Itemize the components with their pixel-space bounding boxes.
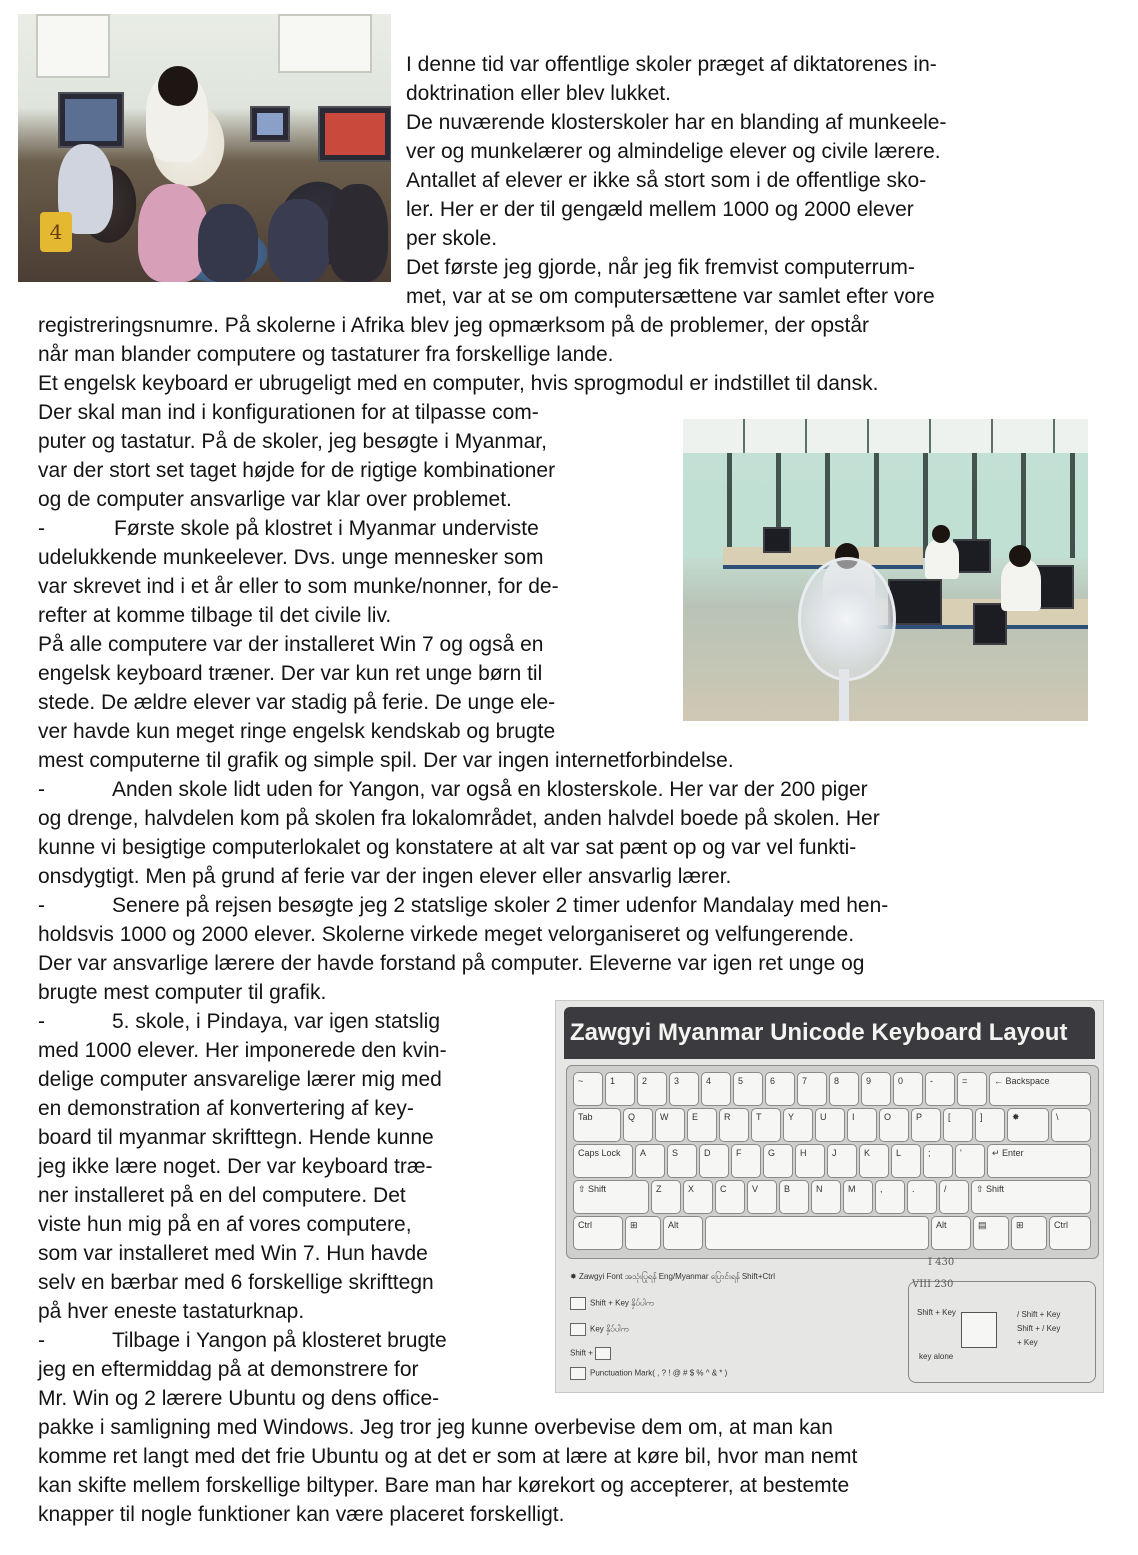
key-label: Alt [668,1220,679,1230]
monitor [888,579,942,625]
key: E [687,1108,717,1142]
text-line: De nuværende klosterskoler har en blanding af munkeele- [406,111,947,134]
key: S [667,1144,697,1178]
text-line: ler. Her er der til gengæld mellem 1000 og 2000 elever [406,198,914,221]
key-icon [595,1347,611,1360]
key: H [795,1144,825,1178]
legend-text: + Key [1017,1338,1038,1347]
key: L [891,1144,921,1178]
keyboard-layout-title: Zawgyi Myanmar Unicode Keyboard Layout [564,1007,1095,1059]
text-line: Mr. Win og 2 lærere Ubuntu og dens office- [38,1387,440,1410]
text-line: som var installeret med Win 7. Hun havde [38,1242,428,1265]
text-line: pakke i samligning med Windows. Jeg tror jeg kunne overbevise dem om, at man kan [38,1416,833,1439]
legend-key-alone: key alone [919,1352,954,1361]
text-line: når man blander computere og tastaturer fra forskellige lande. [38,343,614,366]
key-legend-box [908,1281,1096,1383]
key: [ [943,1108,973,1142]
text-line: ner installeret på en del computere. Det [38,1184,406,1207]
text-line: mest computerne til grafik og simple spil. Der var ingen internetforbindelse. [38,749,734,772]
monitor [58,92,124,148]
key: 7 [797,1072,827,1106]
key-icon [570,1323,586,1336]
key-label: Alt [936,1220,947,1230]
text-line: stede. De ældre elever var stadig på ferie. De unge ele- [38,691,556,714]
key: 4 [701,1072,731,1106]
text-line: kan skifte mellem forskellige biltyper. Bare man har kørekort og accepterer, at bestemte [38,1474,850,1497]
legend-line [570,1323,628,1336]
text-line: 5. skole, i Pindaya, var igen statslig [112,1010,441,1033]
text-line: Anden skole lidt uden for Yangon, var også en klosterskole. Her var der 200 piger [112,778,868,801]
key: A [635,1144,665,1178]
legend-text: Punctuation Mark( , ? ! @ # $ % ^ & * ) [590,1368,728,1378]
key: . [907,1180,937,1214]
text-line: Første skole på klostret i Myanmar underviste [114,517,539,540]
photo-computer-lab [683,419,1088,721]
key: 6 [765,1072,795,1106]
window [36,14,110,78]
text-line: og de computer ansvarlige var klar over problemet. [38,488,512,511]
key: R [719,1108,749,1142]
text-line: jeg en eftermiddag på at demonstrere for [38,1358,419,1381]
key: Q [623,1108,653,1142]
key: 0 [893,1072,923,1106]
key-label: Ctrl [1054,1220,1068,1230]
legend-line [570,1297,654,1310]
space-key [705,1216,929,1250]
windows-key-icon: ⊞ [1011,1216,1047,1250]
text-line: brugte mest computer til grafik. [38,981,327,1004]
key: W [655,1108,685,1142]
key: ~ [573,1072,603,1106]
text-line: var skrevet ind i et år eller to som munke/nonner, for de- [38,575,559,598]
text-line: puter og tastatur. På de skoler, jeg besøgte i Myanmar, [38,430,547,453]
alt-right-key [931,1216,971,1250]
text-line: doktrination eller blev lukket. [406,82,671,105]
legend-shift-key: Shift + Key [917,1308,956,1317]
text-line: med 1000 elever. Her imponerede den kvin- [38,1039,447,1062]
text-line: var der stort set taget højde for de rigtige kombinationer [38,459,556,482]
sample-key [961,1312,997,1348]
enter-key: ↵ Enter [987,1144,1091,1178]
legend-text: Key နှိပ်ပါက [590,1324,629,1334]
monitor [763,527,791,553]
text-line: på hver eneste tastaturknap. [38,1300,305,1323]
text-line: refter at komme tilbage til det civile liv. [38,604,392,627]
key-label: Caps Lock [578,1148,621,1158]
key: ' [955,1144,985,1178]
tab-key [573,1108,621,1142]
list-dash: - [38,1010,45,1033]
legend-text: Shift + Key နှိပ်ပါက [590,1298,654,1308]
key: M [843,1180,873,1214]
number-sign: 4 [40,212,72,252]
key: Z [651,1180,681,1214]
key: / [939,1180,969,1214]
ctrl-left-key [573,1216,623,1250]
text-line: Tilbage i Yangon på klosteret brugte [112,1329,447,1352]
key: \ [1051,1108,1091,1142]
key: B [779,1180,809,1214]
shift-left-key: ⇧ Shift [573,1180,649,1214]
key: 9 [861,1072,891,1106]
legend-text: / Shift + Key [1017,1310,1061,1319]
text-line: I denne tid var offentlige skoler præget af diktatorenes in- [406,53,937,76]
text-line: knapper til nogle funktioner kan være placeret forskelligt. [38,1503,565,1526]
key: N [811,1180,841,1214]
text-line: komme ret langt med det frie Ubuntu og at det er som at lære at køre bil, hvor man nemt [38,1445,858,1468]
text-line: Antallet af elever er ikke så stort som i de offentlige sko- [406,169,927,192]
key-label: Enter [1002,1148,1024,1158]
key: U [815,1108,845,1142]
ctrl-right-key [1049,1216,1091,1250]
keyboard-diagram [566,1065,1099,1259]
key: P [911,1108,941,1142]
text-line: en demonstration af konvertering af key- [38,1097,414,1120]
key: J [827,1144,857,1178]
text-line: og drenge, halvdelen kom på skolen fra lokalområdet, anden halvdel boede på skolen. Her [38,807,880,830]
windows-key-icon: ⊞ [625,1216,661,1250]
key: ; [923,1144,953,1178]
text-line: Der var ansvarlige lærere der havde forstand på computer. Eleverne var igen ret unge og [38,952,865,975]
legend-text: Shift + / Key [1017,1324,1061,1333]
text-line: registreringsnumre. På skolerne i Afrika blev jeg opmærksom på de problemer, der opstår [38,314,870,337]
key-icon [570,1367,586,1380]
key: I [847,1108,877,1142]
student-head [932,525,950,543]
legend-line [570,1347,615,1360]
key: Y [783,1108,813,1142]
caps-lock-key [573,1144,633,1178]
legend-line [570,1367,727,1380]
student [925,539,959,579]
list-dash: - [38,517,45,540]
text-line: viste hun mig på en af vores computere, [38,1213,412,1236]
window [278,14,372,73]
menu-key-icon: ▤ [973,1216,1009,1250]
key: G [763,1144,793,1178]
key: T [751,1108,781,1142]
key: ] [975,1108,1005,1142]
head [158,66,198,106]
key-label: Shift [986,1184,1005,1194]
text-line: engelsk keyboard træner. Der var kun ret unge børn til [38,662,543,685]
key-icon [570,1297,586,1310]
text-line: ver havde kun meget ringe engelsk kendskab og brugte [38,720,556,743]
key-label: Ctrl [578,1220,592,1230]
child [268,199,330,282]
key: ✸ [1007,1108,1049,1142]
text-line: Det første jeg gjorde, når jeg fik fremvist computerrum- [406,256,915,279]
key: D [699,1144,729,1178]
girl-dark [328,184,388,282]
child [198,204,258,282]
text-line: ver og munkelærer og almindelige elever og civile lærere. [406,140,941,163]
text-line: På alle computere var der installeret Win 7 og også en [38,633,544,656]
backspace-key: ← Backspace [989,1072,1091,1106]
legend-text: Zawgyi Font အသုံးပြုရန် Eng/Myanmar ပြောင်းရန် Shift+Ctrl [578,1272,775,1281]
shift-right-key: ⇧ Shift [971,1180,1091,1214]
handwritten-note: VIII 230 [912,1279,954,1290]
key: X [683,1180,713,1214]
text-line: board til myanmar skrifttegn. Hende kunne [38,1126,434,1149]
text-line: Senere på rejsen besøgte jeg 2 statslige skoler 2 timer udenfor Mandalay med hen- [112,894,889,917]
key: , [875,1180,905,1214]
photo-classroom-children [18,14,391,282]
legend-text: Shift + [570,1348,593,1358]
alt-left-key [663,1216,703,1250]
key: 8 [829,1072,859,1106]
text-line: holdsvis 1000 og 2000 elever. Skolerne virkede meget velorganiseret og velfungerende. [38,923,855,946]
star-icon: ✸ [570,1272,579,1281]
legend-line [570,1271,775,1283]
key: = [957,1072,987,1106]
photo-keyboard-layout [555,1000,1104,1393]
monitor [318,106,391,162]
text-line: met, var at se om computersættene var samlet efter vore [406,285,935,308]
text-line: jeg ikke lære noget. Der var keyboard træ- [38,1155,433,1178]
key: O [879,1108,909,1142]
text-line: onsdygtigt. Men på grund af ferie var der ingen elever eller ansvarlig lærer. [38,865,732,888]
text-line: per skole. [406,227,498,250]
text-line: Et engelsk keyboard er ubrugeligt med en computer, hvis sprogmodul er indstillet til dansk. [38,372,879,395]
monitor [250,106,290,142]
list-dash: - [38,1329,45,1352]
text-line: Der skal man ind i konfigurationen for at tilpasse com- [38,401,539,424]
list-dash: - [38,894,45,917]
text-line: delige computer ansvarelige lærer mig med [38,1068,442,1091]
text-line: selv en bærbar med 6 forskellige skrifttegn [38,1271,434,1294]
electric-fan [798,557,896,681]
key-label: Tab [578,1112,593,1122]
handwritten-note: I 430 [928,1257,955,1268]
key: F [731,1144,761,1178]
key-label: Backspace [1005,1076,1050,1086]
fan-stand [839,669,849,721]
key-label: Shift [588,1184,607,1194]
key: K [859,1144,889,1178]
key: 2 [637,1072,667,1106]
key: 5 [733,1072,763,1106]
text-line: udelukkende munkeelever. Dvs. unge mennesker som [38,546,544,569]
key: 1 [605,1072,635,1106]
text-line: kunne vi besigtige computerlokalet og konstatere at alt var sat pænt op og var vel funkti- [38,836,857,859]
list-dash: - [38,778,45,801]
key: C [715,1180,745,1214]
key: V [747,1180,777,1214]
key: 3 [669,1072,699,1106]
student-head [1009,545,1031,567]
ceiling [683,419,1088,453]
key: - [925,1072,955,1106]
